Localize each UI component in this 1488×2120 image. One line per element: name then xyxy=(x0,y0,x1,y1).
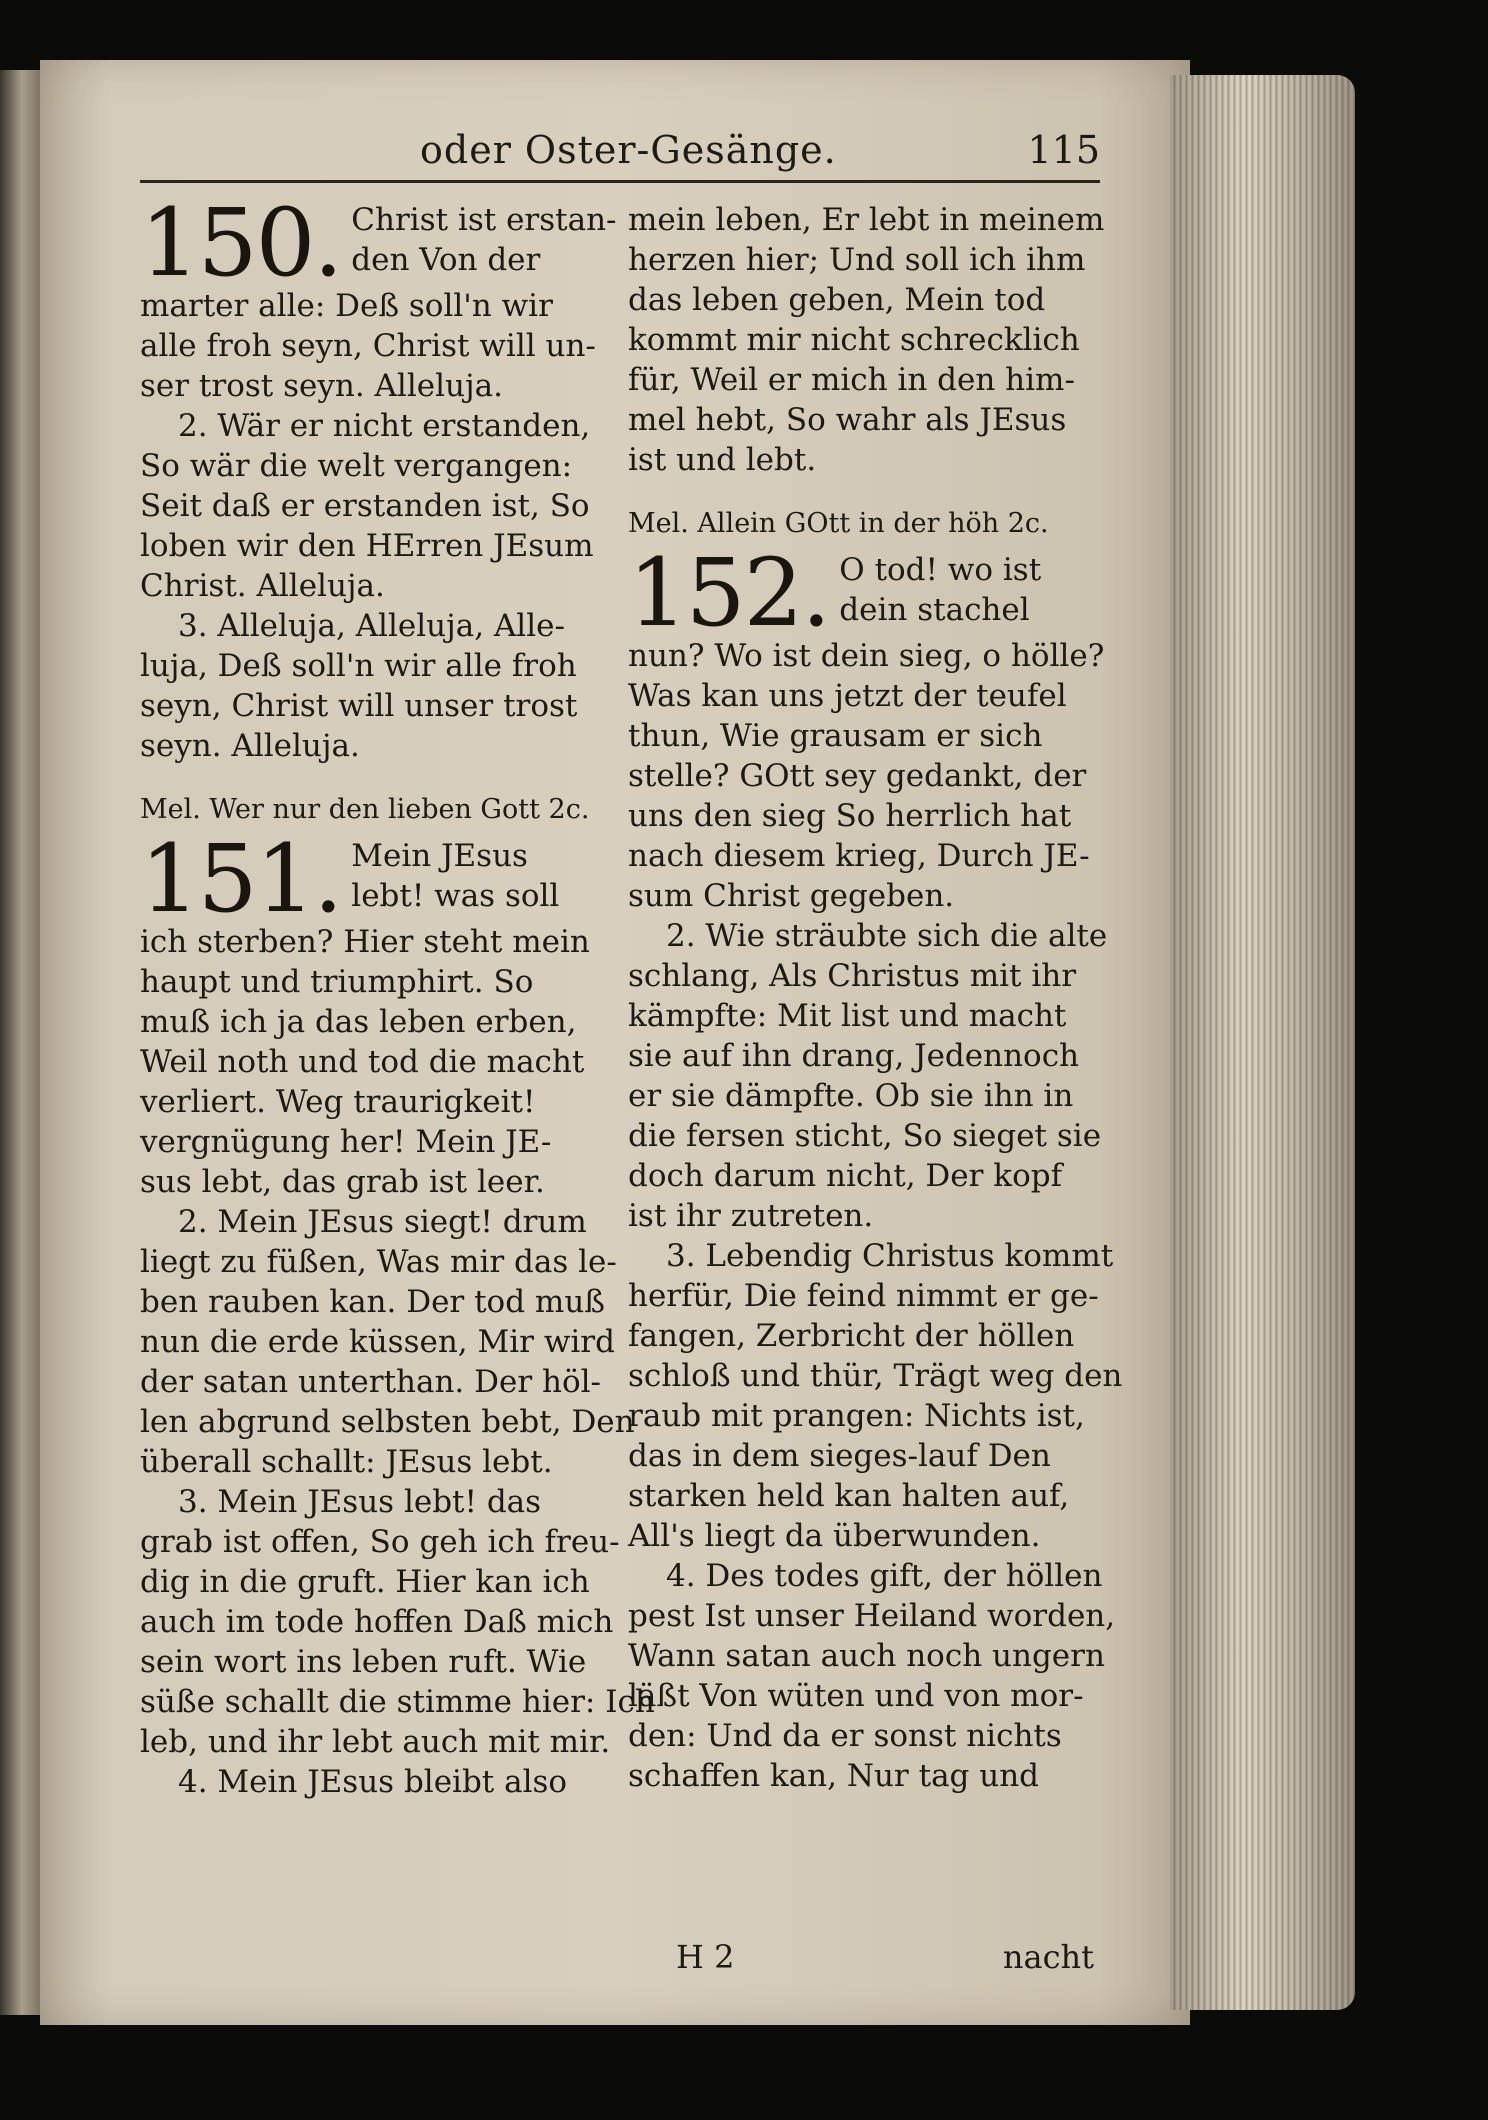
text-line: thun, Wie grausam er sich xyxy=(628,718,1043,754)
text-line: loben wir den HErren JEsum xyxy=(140,528,594,564)
text-line: luja, Deß soll'n wir alle froh xyxy=(140,648,577,684)
text-line: nach diesem krieg, Durch JE- xyxy=(628,838,1090,874)
text-line: dein stachel xyxy=(839,592,1030,628)
text-line: grab ist offen, So geh ich freu- xyxy=(140,1524,620,1560)
hymn-150-verse-2 xyxy=(140,406,594,606)
text-line: 3. Lebendig Christus kommt xyxy=(666,1238,1114,1274)
text-line: Mein JEsus xyxy=(351,838,528,874)
text-line: verliert. Weg traurigkeit! xyxy=(140,1084,536,1120)
text-line: stelle? GOtt sey gedankt, der xyxy=(628,758,1087,794)
text-line: den Von der xyxy=(351,242,541,278)
hymn-152 xyxy=(628,539,1105,916)
text-line: fangen, Zerbricht der höllen xyxy=(628,1318,1075,1354)
text-line: ben rauben kan. Der tod muß xyxy=(140,1284,605,1320)
text-line: überall schallt: JEsus lebt. xyxy=(140,1444,553,1480)
text-line: alle froh seyn, Christ will un- xyxy=(140,328,596,364)
text-line: sie auf ihn drang, Jedennoch xyxy=(628,1038,1080,1074)
text-line: schlang, Als Christus mit ihr xyxy=(628,958,1077,994)
page-footer xyxy=(628,1938,1094,1982)
text-line: mel hebt, So wahr als JEsus xyxy=(628,402,1067,438)
text-line: ser trost seyn. Alleluja. xyxy=(140,368,503,404)
text-line: er sie dämpfte. Ob sie ihn in xyxy=(628,1078,1074,1114)
text-line: nun? Wo ist dein sieg, o hölle? xyxy=(628,638,1105,674)
text-line: sum Christ gegeben. xyxy=(628,878,955,914)
hymn-151-verse-2 xyxy=(140,1202,635,1482)
text-line: O tod! wo ist xyxy=(839,552,1042,588)
text-line: pest Ist unser Heiland worden, xyxy=(628,1598,1116,1634)
text-line: das in dem sieges-lauf Den xyxy=(628,1438,1051,1474)
hymn-number-152: 152. xyxy=(628,539,830,648)
melody-line-151: Mel. Wer nur den lieben Gott 2c. xyxy=(140,794,590,825)
left-column xyxy=(140,189,655,1802)
text-line: marter alle: Deß soll'n wir xyxy=(140,288,553,324)
hymn-150-verse-3 xyxy=(140,606,590,766)
page-number: 115 xyxy=(1027,128,1100,172)
text-line: So wär die welt vergangen: xyxy=(140,448,573,484)
catchword: nacht xyxy=(1002,1938,1094,1976)
text-line: nun die erde küssen, Mir wird xyxy=(140,1324,615,1360)
text-line: den: Und da er sonst nichts xyxy=(628,1718,1062,1754)
text-line: Wann satan auch noch ungern xyxy=(628,1638,1105,1674)
text-line: ich sterben? Hier steht mein xyxy=(140,924,590,960)
text-line: 2. Wie sträubte sich die alte xyxy=(666,918,1108,954)
hymn-151-verse-3 xyxy=(140,1482,655,1802)
text-line: sus lebt, das grab ist leer. xyxy=(140,1164,545,1200)
text-line: leb, und ihr lebt auch mit mir. xyxy=(140,1724,611,1760)
text-line: muß ich ja das leben erben, xyxy=(140,1004,577,1040)
text-line: len abgrund selbsten bebt, Den xyxy=(140,1404,635,1440)
text-line: All's liegt da überwunden. xyxy=(628,1518,1041,1554)
text-line: mein leben, Er lebt in meinem xyxy=(628,202,1105,238)
text-line: auch im tode hoffen Daß mich xyxy=(140,1604,614,1640)
text-line: läßt Von wüten und von mor- xyxy=(628,1678,1084,1714)
text-line: Weil noth und tod die macht xyxy=(140,1044,585,1080)
text-line: haupt und triumphirt. So xyxy=(140,964,534,1000)
text-line: kämpfte: Mit list und macht xyxy=(628,998,1067,1034)
text-line: 3. Mein JEsus lebt! das xyxy=(178,1484,542,1520)
text-line: 4. Des todes gift, der höllen xyxy=(666,1558,1103,1594)
text-line: 3. Alleluja, Alleluja, Alle- xyxy=(178,608,565,644)
hymn-152-verse-3 xyxy=(628,1236,1123,1556)
hymn-150 xyxy=(140,189,617,406)
text-line: uns den sieg So herrlich hat xyxy=(628,798,1072,834)
text-line: dig in die gruft. Hier kan ich xyxy=(140,1564,590,1600)
text-line: Was kan uns jetzt der teufel xyxy=(628,678,1067,714)
facing-page-edge xyxy=(0,70,40,2015)
signature-mark: H 2 xyxy=(676,1938,735,1976)
text-line: doch darum nicht, Der kopf xyxy=(628,1158,1063,1194)
hymn-number-150: 150. xyxy=(140,189,342,298)
text-line: seyn. Alleluja. xyxy=(140,728,360,764)
text-line: ist und lebt. xyxy=(628,442,817,478)
text-line: kommt mir nicht schrecklich xyxy=(628,322,1080,358)
hymn-152-verse-2 xyxy=(628,916,1108,1236)
hymn-number-151: 151. xyxy=(140,825,342,934)
text-line: raub mit prangen: Nichts ist, xyxy=(628,1398,1085,1434)
text-line: süße schallt die stimme hier: Ich xyxy=(140,1684,655,1720)
text-line: starken held kan halten auf, xyxy=(628,1478,1070,1514)
text-line: schaffen kan, Nur tag und xyxy=(628,1758,1040,1794)
text-line: lebt! was soll xyxy=(351,878,560,914)
hymn-152-verse-4 xyxy=(628,1556,1116,1796)
text-line: Christ. Alleluja. xyxy=(140,568,385,604)
text-line: 2. Mein JEsus siegt! drum xyxy=(178,1204,587,1240)
text-line: liegt zu füßen, Was mir das le- xyxy=(140,1244,617,1280)
running-head-title: oder Oster-Gesänge. xyxy=(420,128,837,172)
header-rule xyxy=(140,180,1100,183)
text-line: sein wort ins leben ruft. Wie xyxy=(140,1644,587,1680)
text-line: herzen hier; Und soll ich ihm xyxy=(628,242,1086,278)
text-line: seyn, Christ will unser trost xyxy=(140,688,578,724)
text-line: ist ihr zutreten. xyxy=(628,1198,874,1234)
text-line: Christ ist erstan- xyxy=(351,202,617,238)
text-line: vergnügung her! Mein JE- xyxy=(140,1124,552,1160)
melody-line-152: Mel. Allein GOtt in der höh 2c. xyxy=(628,508,1049,539)
text-line: das leben geben, Mein tod xyxy=(628,282,1046,318)
text-line: 4. Mein JEsus bleibt also xyxy=(178,1764,568,1800)
text-line: Seit daß er erstanden ist, So xyxy=(140,488,590,524)
page-block-shadow xyxy=(1170,75,1355,2010)
text-line: für, Weil er mich in den him- xyxy=(628,362,1075,398)
hymn-151-continuation xyxy=(628,200,1105,480)
text-line: schloß und thür, Trägt weg den xyxy=(628,1358,1123,1394)
text-line: herfür, Die feind nimmt er ge- xyxy=(628,1278,1099,1314)
running-head xyxy=(140,128,1100,188)
text-line: der satan unterthan. Der höl- xyxy=(140,1364,602,1400)
text-line: 2. Wär er nicht erstanden, xyxy=(178,408,591,444)
text-line: die fersen sticht, So sieget sie xyxy=(628,1118,1102,1154)
hymn-151 xyxy=(140,825,590,1202)
right-column xyxy=(628,200,1123,1796)
